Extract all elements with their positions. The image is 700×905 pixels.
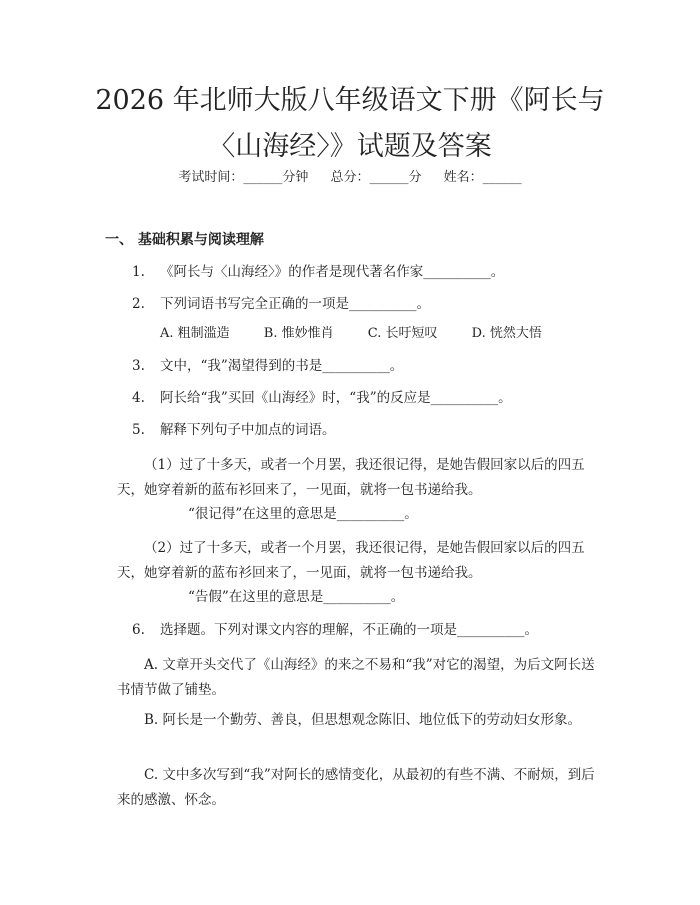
page-title	[60, 78, 640, 170]
q6-option-b: B. 阿长是一个勤劳、善良，但思想观念陈旧、地位低下的劳动妇女形象。	[144, 712, 582, 728]
q2-options	[160, 324, 572, 344]
question-1	[132, 262, 504, 282]
question-text: 下列词语书写完全正确的一项是__________。	[160, 296, 430, 312]
q6-option-c: C. 文中多次写到“我”对阿长的感情变化，从最初的有些不满、不耐烦，到后来的感激、怀念。	[117, 767, 595, 808]
question-text: 选择题。下列对课文内容的理解，不正确的一项是__________。	[160, 622, 538, 638]
question-number: 4.	[132, 390, 145, 406]
question-text: 《阿长与〈山海经〉》的作者是现代著名作家__________。	[160, 264, 505, 280]
title-line-1: 2026 年北师大版八年级语文下册《阿长与	[95, 85, 605, 116]
question-text: 解释下列句子中加点的词语。	[160, 422, 336, 438]
question-text: 阿长给“我”买回《山海经》时，“我”的反应是__________。	[160, 390, 512, 406]
question-number: 1.	[132, 264, 145, 280]
question-number: 2.	[132, 296, 145, 312]
exam-time: 考试时间：______分钟	[178, 170, 309, 185]
q5-ask-1: “很记得”在这里的意思是__________。	[188, 506, 418, 522]
question-3	[132, 356, 403, 376]
question-5	[132, 420, 336, 440]
option-a: A. 粗制滥造	[160, 326, 230, 341]
question-text: 文中，“我”渴望得到的书是__________。	[160, 358, 404, 374]
q5-passage-2: （2）过了十多天，或者一个月罢，我还很记得，是她告假回家以后的四五天，她穿着新的蓝布衫回来了，一见面，就将一包书递给我。	[117, 540, 585, 581]
question-4	[132, 388, 512, 408]
q6-option-a: A. 文章开头交代了《山海经》的来之不易和“我”对它的渴望，为后文阿长送书情节做了铺垫。	[117, 657, 595, 698]
exam-meta	[0, 168, 700, 188]
title-line-2: 〈山海经〉》试题及答案	[208, 131, 492, 162]
exam-score: 总分：______分	[330, 170, 422, 185]
question-number: 3.	[132, 358, 145, 374]
question-6	[132, 620, 538, 640]
option-b: B. 惟妙惟肖	[263, 326, 334, 341]
section-heading: 一、 基础积累与阅读理解	[105, 232, 264, 248]
q5-passage-1: （1）过了十多天，或者一个月罢，我还很记得，是她告假回家以后的四五天，她穿着新的蓝布衫回来了，一见面，就将一包书递给我。	[117, 457, 585, 498]
q5-ask-2: “告假”在这里的意思是__________。	[188, 589, 405, 605]
question-number: 5.	[132, 422, 145, 438]
exam-name: 姓名：______	[443, 170, 522, 185]
option-c: C. 长吁短叹	[367, 326, 438, 341]
question-number: 6.	[132, 622, 145, 638]
question-2	[132, 294, 430, 314]
option-d: D. 恍然大悟	[471, 326, 542, 341]
